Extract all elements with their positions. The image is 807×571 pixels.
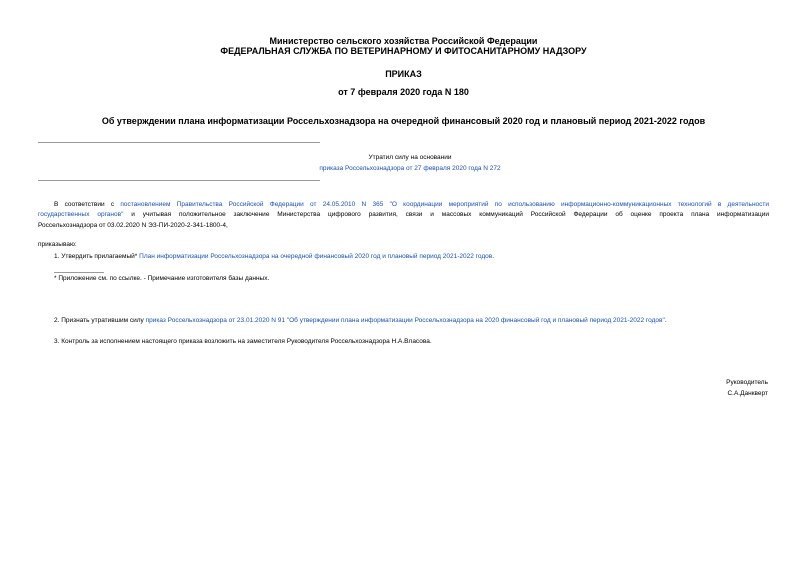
divider-top xyxy=(38,142,320,143)
item-1-prefix: 1. Утвердить прилагаемый* xyxy=(54,253,140,260)
government-decree-link[interactable]: постановлением Правительства Российской Федерации от 24.05.2010 N 365 "О координации мероприятий по использованию информационно-коммуникационных технологий в деятельности xyxy=(120,201,770,208)
divider-bottom xyxy=(38,180,320,181)
revocation-link[interactable]: приказа Россельхознадзора от 27 февраля 2020 года N 272 xyxy=(319,165,501,172)
item-1 xyxy=(54,252,494,262)
document-date: от 7 февраля 2020 года N 180 xyxy=(338,87,469,97)
preamble-line-2 xyxy=(38,210,769,220)
preamble-line-1 xyxy=(38,200,769,210)
preamble-text: и учитывая положительное заключение Министерства цифрового развития, связи и массовых коммуникаций Российской Федерации об оценке проекта плана информатизации xyxy=(123,211,769,218)
revoked-order-link[interactable]: приказ Россельхознадзора от 23.01.2020 N 91 "Об утверждении плана информатизации Россельхознадзора на 2020 финансовый год и плановый период 2021-2022 годов" xyxy=(145,317,665,324)
footnote-divider xyxy=(54,272,104,273)
preamble-line-3: Россельхознадзора от 03.02.2020 N ЭЗ-ПИ-2020-2-341-1800-4, xyxy=(38,222,228,229)
document-type: ПРИКАЗ xyxy=(385,69,422,79)
document-title: Об утверждении плана информатизации Россельхознадзора на очередной финансовый 2020 год и плановый период 2021-2022 годов xyxy=(101,116,706,126)
item-2-prefix: 2. Признать утратившим силу xyxy=(54,317,146,324)
informatization-plan-link[interactable]: План информатизации Россельхознадзора на очередной финансовый 2020 год и плановый период 2021-2022 годов xyxy=(139,253,493,260)
preamble-prefix: В соответствии с xyxy=(54,201,121,208)
item-2 xyxy=(54,316,667,326)
item-1-suffix: . xyxy=(492,253,495,260)
government-decree-link-cont[interactable]: государственных органов" xyxy=(38,211,124,218)
service-name: ФЕДЕРАЛЬНАЯ СЛУЖБА ПО ВЕТЕРИНАРНОМУ И ФИТОСАНИТАРНОМУ НАДЗОРУ xyxy=(220,46,587,56)
item-3: 3. Контроль за исполнением настоящего приказа возложить на заместителя Руководителя Россельхознадзора Н.А.Власова. xyxy=(54,338,432,345)
order-word: приказываю: xyxy=(38,241,77,248)
signature-name: С.А.Данкверт xyxy=(727,390,768,397)
revocation-note: Утратил силу на основании xyxy=(368,154,452,161)
item-2-suffix: . xyxy=(664,317,667,324)
footnote: * Приложение см. по ссылке. - Примечание изготовителя базы данных. xyxy=(54,275,270,282)
ministry-name: Министерство сельского хозяйства Российской Федерации xyxy=(269,36,538,46)
signature-position: Руководитель xyxy=(726,379,768,386)
